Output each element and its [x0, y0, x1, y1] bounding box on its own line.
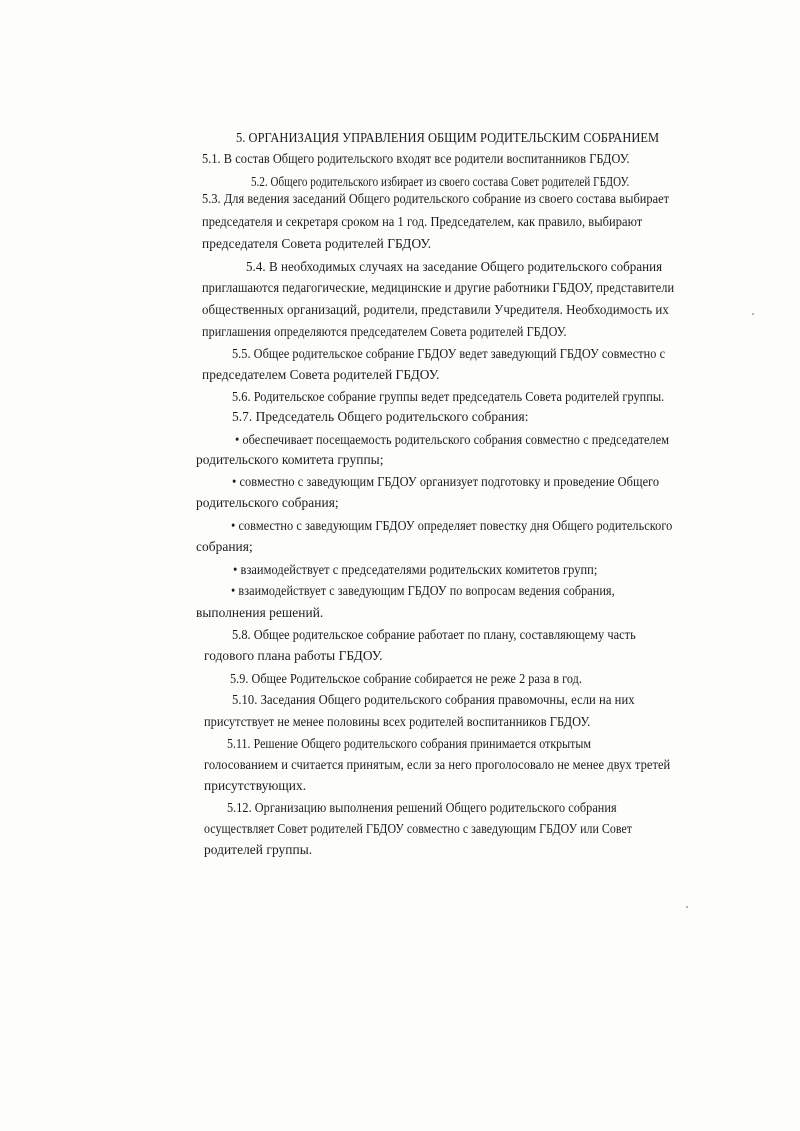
document-line: приглашаются педагогические, медицинские и другие работники ГБДОУ, представители [202, 280, 675, 295]
document-line: родительского собрания; [196, 495, 339, 510]
document-line: выполнения решений. [196, 605, 324, 620]
section-title: 5. ОРГАНИЗАЦИЯ УПРАВЛЕНИЯ ОБЩИМ РОДИТЕЛЬСКИМ СОБРАНИЕМ [236, 130, 660, 145]
document-line: годового плана работы ГБДОУ. [204, 648, 383, 663]
document-line: • совместно с заведующим ГБДОУ определяет повестку дня Общего родительского [231, 518, 673, 533]
document-line: присутствует не менее половины всех родителей воспитанников ГБДОУ. [204, 714, 591, 729]
document-line: председателем Совета родителей ГБДОУ. [202, 367, 440, 382]
document-line: родителей группы. [204, 842, 313, 857]
scan-speck [752, 313, 754, 315]
document-line: собрания; [196, 539, 253, 554]
document-line: • обеспечивает посещаемость родительского собрания совместно с председателем [235, 432, 670, 447]
document-line: 5.10. Заседания Общего родительского собрания правомочны, если на них [232, 692, 635, 707]
document-line: 5.6. Родительское собрание группы ведет председатель Совета родителей группы. [232, 389, 665, 404]
document-line: 5.2. Общего родительского избирает из своего состава Совет родителей ГБДОУ. [251, 174, 630, 189]
document-line: • совместно с заведующим ГБДОУ организует подготовку и проведение Общего [232, 474, 660, 489]
document-line: 5.5. Общее родительское собрание ГБДОУ ведет заведующий ГБДОУ совместно с [232, 346, 666, 361]
document-line: 5.4. В необходимых случаях на заседание Общего родительского собрания [246, 259, 663, 274]
document-line: общественных организаций, родители, представили Учредителя. Необходимость их [202, 302, 669, 317]
document-line: присутствующих. [204, 778, 307, 793]
document-line: председателя Совета родителей ГБДОУ. [202, 236, 432, 251]
document-line: голосованием и считается принятым, если за него проголосовало не менее двух третей [204, 757, 671, 772]
document-line: 5.12. Организацию выполнения решений Общего родительского собрания [227, 800, 617, 815]
document-line: 5.8. Общее родительское собрание работает по плану, составляющему часть [232, 627, 636, 642]
document-line: председателя и секретаря сроком на 1 год. Председателем, как правило, выбирают [202, 214, 643, 229]
document-line: • взаимодействует с заведующим ГБДОУ по вопросам ведения собрания, [231, 583, 615, 598]
document-line: осуществляет Совет родителей ГБДОУ совместно с заведующим ГБДОУ или Совет [204, 821, 633, 836]
document-line: • взаимодействует с председателями родительских комитетов групп; [233, 562, 598, 577]
document-line: приглашения определяются председателем Совета родителей ГБДОУ. [202, 324, 567, 339]
document-line: 5.7. Председатель Общего родительского собрания: [232, 409, 529, 424]
document-line: 5.9. Общее Родительское собрание собирается не реже 2 раза в год. [230, 671, 583, 686]
scan-speck [686, 906, 688, 908]
document-line: родительского комитета группы; [196, 452, 384, 467]
document-line: 5.3. Для ведения заседаний Общего родительского собрание из своего состава выбирает [202, 191, 670, 206]
document-line: 5.11. Решение Общего родительского собрания принимается открытым [227, 736, 592, 751]
document-line: 5.1. В состав Общего родительского входят все родители воспитанников ГБДОУ. [202, 151, 630, 166]
